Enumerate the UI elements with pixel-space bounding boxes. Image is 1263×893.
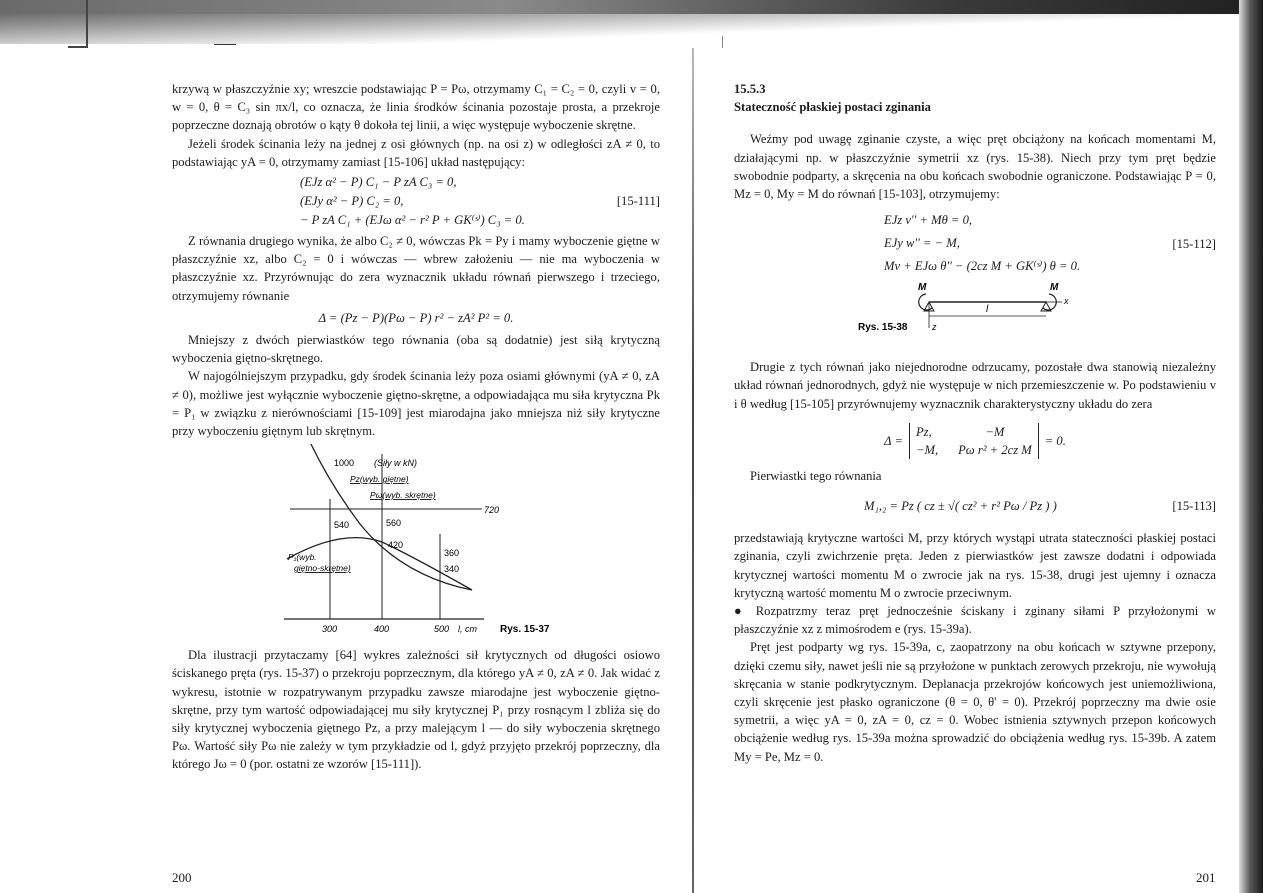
scan-left-mark-foot [68,46,88,48]
x-label: x [1064,296,1069,307]
label-420: 420 [388,540,404,551]
equation-number: [15-111] [616,194,660,209]
equation-system [172,173,660,230]
z-label: z [932,322,937,333]
paragraph: W najogólniejszym przypadku, gdy środek ścinania leży poza osiami głównymi (yA ≠ 0, zA ≠ 0), możliwe jest wyłącznie wyboczenie giętno-skrętne, a odpowiadająca mu siła krytyczna Pk = P₁ w związku z nierównościami [15-109] jest miarodajna jako mniejsza niż siły krytyczne przy wyboczeniu giętnym lub skrętnym. [172,369,660,439]
figure-caption: Rys. 15-37 [500,624,550,635]
tick-500: 500 [434,624,450,635]
paragraph: przedstawiają krytyczne wartości M, przy których wystąpi utrata stateczności płaskiej postaci zginania, czyli zwichrzenie pręta. Jeden z pierwiastków jest zawsze dodatni i odpowiada krytycznej wartości momentu M o zwrocie jak na rys. 15-38, drugi jest ujemny i oznacza krytyczną wartość momentu M o zwrocie przeciwnym. [734,531,1216,600]
book-gutter [692,48,694,893]
header-rule [214,44,236,45]
section-title: Stateczność płaskiej postaci zginania [734,100,931,115]
figure-15-38 [734,280,1216,340]
label-360: 360 [444,548,460,559]
equation: (EJz α² − P) C₁ − P zA C₃ = 0, [300,175,457,190]
x-unit: l, cm [458,624,477,635]
equation: EJy w'' = − M, [884,236,960,251]
m-right: M [1050,282,1059,294]
paragraph: Pręt jest podparty wg rys. 15-39a, c, zaopatrzony na obu końcach w sztywne przepony, dzięki czemu siły, nawet jeśli nie są przyłożone w punktach zerowych przekroju, nie wywołują skręcania w stanie podkrytycznym. Deplanacja przekrojów końcowych jest uniemożliwiona, czyli skręcenie jest płasko ograniczone (θ = 0, θ' = 0). Przekrój poprzeczny ma dwie osie symetrii, a więc yA = 0, zA = 0, cz = 0. Wobec istnienia sztywnych przepon końcowych obciążenie według rys. 15-39a można sprowadzić do obciążenia według rys. 15-39b. A zatem My = Pe, Mz = 0. [734,640,1216,764]
right-page [734,80,1216,766]
det-lhs: Δ = [884,433,903,448]
scan-top-shadow [0,0,1263,14]
paragraph: Jeżeli środek ścinania leży na jednej z osi głównych (np. na osi z) w odległości zA ≠ 0, to podstawiając yA = 0, otrzymamy zamiast [15-106] układ następujący: [172,136,660,169]
determinant [909,423,1039,459]
equation-row [734,497,1216,515]
det-a: Pz, [915,424,932,439]
equation-number: [15-113] [1172,499,1216,514]
equation: M₁,₂ = Pz ( cz ± √( cz² + r² Pω / Pz ) ) [864,499,1057,514]
label-units: (Siły w kN) [374,458,417,469]
determinant-equation [734,423,1216,459]
left-page [172,80,660,774]
label-pz: Pz(wyb. giętne) [350,474,409,485]
scan-page-curl [0,14,1263,44]
tick-400: 400 [374,624,390,635]
equation: EJz v'' + Mθ = 0, [884,213,973,228]
equation: Δ = (Pz − P)(Pω − P) r² − zA² P² = 0. [318,310,514,325]
label-p1-b: giętno-skrętne) [294,563,351,574]
det-b: −M [985,424,1005,439]
label-340: 340 [444,564,460,575]
figure-caption: Rys. 15-38 [858,322,908,334]
paragraph: Dla ilustracji przytaczamy [64] wykres zależności sił krytycznych od długości osiowo ściskanego pręta (rys. 15-37) o przekroju poprzecznym, dla którego yA ≠ 0, zA ≠ 0. Jak widać z wykresu, istotnie w rozpatrywanym przypadku zawsze miarodajne jest wyboczenie giętno-skrętne, przy tym wartość odpowiadającej mu siły krytycznej P₁ przy rosnącym l zbliża się do siły krytycznej wyboczenia giętnego Pz, a przy malejącym l — do siły wyboczenia skrętnego Pω. Wartość siły Pω nie zależy w tym przykładzie od l, gdyż przyjęto przekrój poprzeczny, dla którego Jω = 0 (por. ostatni ze wzorów [15-111]). [172,648,660,772]
page-number: 200 [172,870,192,885]
section-number: 15.5.3 [734,82,766,96]
label-1000: 1000 [334,458,355,469]
det-c: −M, [915,442,939,457]
det-rhs: = 0. [1044,433,1066,448]
beam-diagram [734,280,1216,340]
label-540: 540 [334,520,350,531]
equation-system [734,209,1216,278]
paragraph: Drugie z tych równań jako niejednorodne odrzucamy, pozostałe dwa stanowią niezależny układ równań jednorodnych, gdyż nie występuje w nich przemieszczenie w. Po podstawieniu v i θ według [15-105] przyrównujemy wyznacznik charakterystyczny układu do zera [734,360,1216,411]
critical-force-chart [172,444,660,634]
equation-number: [15-112] [1172,236,1216,251]
paragraph: Mniejszy z dwóch pierwiastków tego równania (oba są dodatnie) jest siłą krytyczną wyboczenia giętno-skrętnego. [172,333,660,366]
paragraph: Z równania drugiego wynika, że albo C₂ ≠ 0, wówczas Pk = Py i mamy wyboczenie giętne w płaszczyźnie xz, albo C₂ = 0 i wówczas — wbrew założeniu — nie ma wyboczenia w płaszczyźnie xz. Przyrównując do zera wyznacznik układu równań pierwszego i trzeciego, otrzymujemy równanie [172,234,660,303]
scan-right-edge [1239,0,1263,893]
paragraph: Weźmy pod uwagę zginanie czyste, a więc pręt obciążony na końcach momentami M, działającymi np. w płaszczyźnie symetrii xz (rys. 15-38). Niech przy tym pręt będzie swobodnie podparty, a skręcenia na obu końcach swobodnie ograniczone. Podstawiając P = 0, Mz = 0, My = M do równań [15-103], otrzymujemy: [734,132,1216,202]
equation: Mv + EJω θ'' − (2cz M + GK⁽ˢ⁾) θ = 0. [884,259,1081,274]
page-number: 201 [1196,870,1216,885]
det-d: Pω r² + 2cz M [958,442,1032,457]
paragraph: ● Rozpatrzmy teraz pręt jednocześnie ściskany i zginany siłami P przyłożonymi w płaszczyźnie xz z mimośrodem e (rys. 15-39a). [734,604,1216,637]
label-p1-a: P₁(wyb. [288,552,317,563]
figure-15-37 [172,444,660,634]
m-left: M [918,282,927,294]
scan-left-mark [86,0,88,46]
equation: (EJy α² − P) C₂ = 0, [300,194,404,209]
paragraph: krzywą w płaszczyźnie xy; wreszcie podstawiając P = Pω, otrzymamy C₁ = C₂ = 0, czyli v = 0, w = 0, θ = C₃ sin πx/l, co oznacza, że linia środków ścinania pozostaje prosta, a przekroje poprzeczne doznają obrotów o kąty θ dokoła tej linii, a więc występuje wyboczenie skrętne. [172,82,660,133]
gutter-tick [722,36,723,48]
label-720: 720 [484,505,500,516]
paragraph: Pierwiastki tego równania [750,468,882,483]
tick-300: 300 [322,624,338,635]
label-pomega: Pω(wyb. skrętne) [370,490,436,501]
equation: − P zA C₁ + (EJω α² − r² P + GK⁽ˢ⁾) C₃ = 0. [300,213,525,228]
l-label: l [986,304,989,316]
label-560: 560 [386,518,402,529]
